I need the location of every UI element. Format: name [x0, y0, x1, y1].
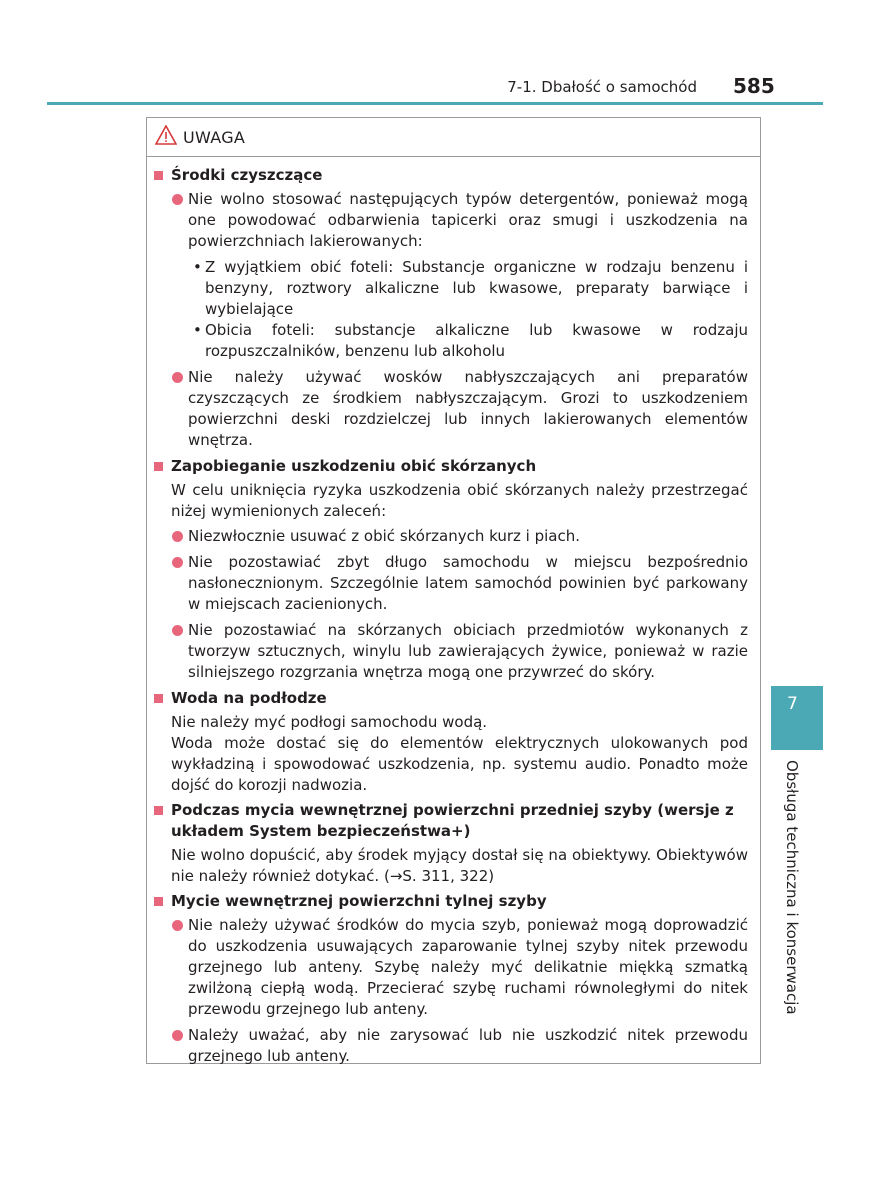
circle-bullet-icon [172, 372, 183, 383]
section-rear-window [153, 891, 748, 1067]
section-leather-protection [153, 456, 748, 683]
circle-bullet-icon [172, 625, 183, 636]
list-item: Nie należy używać środków do mycia szyb, ponieważ mogą doprowadzić do uszkodzenia usuwających zaparowanie tylnej szyby nitek przewodu grzejnego lub anteny. Szybę należy myć delikatnie miękką szmatką zwilżoną ciepłą wodą. Przecierać szybę ruchami równoległymi do nitek przewodu grzejnego lub anteny. [153, 915, 748, 1020]
page-number: 585 [733, 74, 775, 98]
section-title: Woda na podłodze [153, 688, 748, 709]
list-item: Nie wolno stosować następujących typów detergentów, ponieważ mogą one powodować odbarwienia tapicerki oraz smugi i uszkodzenia na powierzchniach lakierowanych: [153, 189, 748, 252]
square-bullet-icon [154, 171, 163, 180]
section-front-windshield [153, 800, 748, 887]
warning-header [147, 118, 760, 157]
circle-bullet-icon [172, 194, 183, 205]
section-title: Środki czyszczące [153, 165, 748, 186]
warning-triangle-icon [155, 125, 177, 149]
chapter-number: 7 [787, 694, 798, 714]
list-item: Nie pozostawiać zbyt długo samochodu w miejscu bezpośrednio nasłonecznionym. Szczególnie latem samochód powinien być parkowany w miejscach zacienionych. [153, 552, 748, 615]
list-item: Należy uważać, aby nie zarysować lub nie uszkodzić nitek przewodu grzejnego lub anteny. [153, 1025, 748, 1067]
square-bullet-icon [154, 694, 163, 703]
circle-bullet-icon [172, 920, 183, 931]
square-bullet-icon [154, 462, 163, 471]
chapter-tab [771, 686, 823, 750]
warning-box [146, 117, 761, 1064]
sub-list-item: • Obicia foteli: substancje alkaliczne lub kwasowe w rodzaju rozpuszczalników, benzenu lub alkoholu [193, 321, 748, 360]
circle-bullet-icon [172, 557, 183, 568]
warning-content [153, 165, 748, 1072]
header-rule [47, 102, 823, 105]
list-item: Niezwłocznie usuwać z obić skórzanych kurz i piach. [153, 526, 748, 547]
paragraph: Woda może dostać się do elementów elektrycznych ulokowanych pod wykładziną i spowodować uszkodzenia, np. systemu audio. Ponadto może dojść do korozji nadwozia. [171, 734, 748, 794]
list-item: Nie należy używać wosków nabłyszczających ani preparatów czyszczących ze środkiem nabłyszczającym. Grozi to uszkodzeniem powierzchni deski rozdzielczej lub innych lakierowanych elementów wnętrza. [153, 367, 748, 451]
chapter-label: Obsługa techniczna i konserwacja [783, 760, 801, 1015]
circle-bullet-icon [172, 1030, 183, 1041]
paragraph: Nie należy myć podłogi samochodu wodą. [171, 713, 488, 731]
square-bullet-icon [154, 806, 163, 815]
section-cleaning-agents [153, 165, 748, 451]
header-title: 7-1. Dbałość o samochód [507, 78, 697, 96]
section-title: Podczas mycia wewnętrznej powierzchni przedniej szyby (wersje z układem System bezpieczeństwa+) [153, 800, 748, 842]
section-intro: W celu uniknięcia ryzyka uszkodzenia obić skórzanych należy przestrzegać niżej wymienionych zaleceń: [171, 481, 748, 520]
circle-bullet-icon [172, 531, 183, 542]
warning-title: UWAGA [183, 127, 246, 147]
section-floor-water [153, 688, 748, 796]
square-bullet-icon [154, 897, 163, 906]
list-item: Nie pozostawiać na skórzanych obiciach przedmiotów wykonanych z tworzyw sztucznych, winylu lub zawierających żywice, ponieważ w razie silniejszego rozgrzania wnętrza mogą one przywrzeć do skóry. [153, 620, 748, 683]
sub-list-item: • Z wyjątkiem obić foteli: Substancje organiczne w rodzaju benzenu i benzyny, roztwory alkaliczne lub kwasowe, preparaty barwiące i wybielające [193, 258, 748, 318]
section-title: Mycie wewnętrznej powierzchni tylnej szyby [153, 891, 748, 912]
paragraph: Nie wolno dopuścić, aby środek myjący dostał się na obiektywy. Obiektywów nie należy również dotykać. (→S. 311, 322) [171, 846, 748, 885]
section-title: Zapobieganie uszkodzeniu obić skórzanych [153, 456, 748, 477]
